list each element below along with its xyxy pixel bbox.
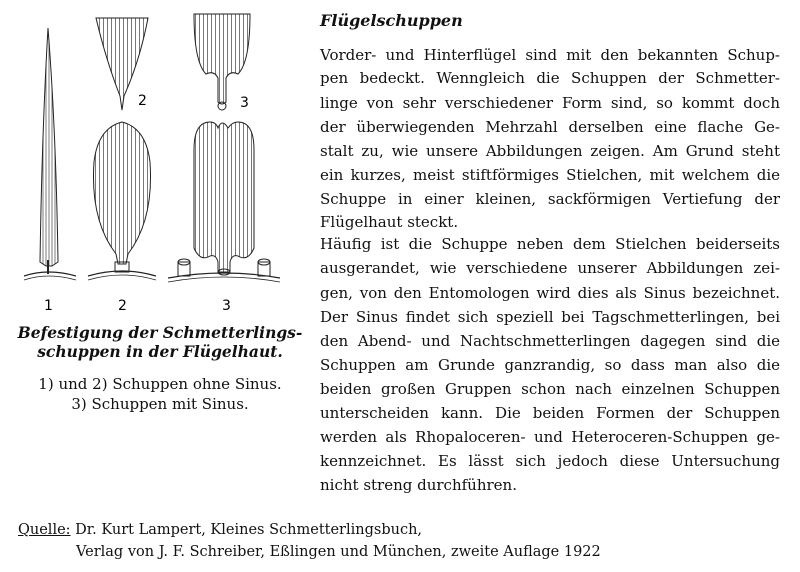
fig-label-3-bottom: 3 [222,298,231,314]
article-line-3: linge von sehr verschiedener Form sind, so kommt doch [320,94,780,112]
article-line-2: pen bedeckt. Wenngleich die Schuppen der Schmetter- [320,69,780,87]
article-line-17: werden als Rhopaloceren- und Heteroceren-Schuppen ge- [320,428,780,446]
article-line-4: der überwiegenden Mehrzahl derselben eine flache Ge- [320,118,780,136]
scale-3-bottom-drawing [168,122,280,282]
article-line-13: den Abend- und Nachtschmetterlingen dagegen sind die [320,332,780,350]
article-heading: Flügelschuppen [320,11,463,30]
article-line-9: Häufig ist die Schuppe neben dem Stielchen beiderseits [320,235,780,253]
fig-label-1: 1 [44,298,53,314]
article-line-11: gen, von den Entomologen wird dies als Sinus bezeichnet. [320,284,780,302]
caption-title-line-1: Befestigung der Schmetterlings- [17,323,303,342]
source-label: Quelle: [18,522,71,538]
article-line-16: unterscheiden kann. Die beiden Formen der Schuppen [320,404,780,422]
source-citation [18,520,422,540]
article-line-5: stalt zu, wie unsere Abbildungen zeigen. Am Grund steht [320,142,780,160]
scales-illustration [18,10,308,322]
article-line-7: Schuppe in einer kleinen, sackförmigen Vertiefung der [320,190,780,208]
article-line-18: kennzeichnet. Es lässt sich jedoch diese Untersuchung [320,452,780,470]
source-line-2: Verlag von J. F. Schreiber, Eßlingen und München, zweite Auflage 1922 [76,544,601,560]
article-line-12: Der Sinus findet sich speziell bei Tagschmetterlingen, bei [320,308,780,326]
caption-line-2: 3) Schuppen mit Sinus. [71,395,249,413]
source-line-1: Dr. Kurt Lampert, Kleines Schmetterlingsbuch, [70,522,423,538]
figure-caption-title [14,323,306,361]
article-line-1: Vorder- und Hinterflügel sind mit den bekannten Schup- [320,46,780,64]
article-line-8: Flügelhaut steckt. [320,213,459,231]
article-line-10: ausgerandet, wie verschiedene unserer Abbildungen zei- [320,259,780,277]
scale-2-bottom-drawing [88,122,156,280]
fig-label-2-top: 2 [138,93,147,109]
article-line-14: Schuppen am Grunde ganzrandig, so dass man also die [320,356,780,374]
caption-line-1: 1) und 2) Schuppen ohne Sinus. [38,375,282,393]
article-line-19: nicht streng durchführen. [320,476,517,494]
fig-label-2-bottom: 2 [118,298,127,314]
caption-title-line-2: schuppen in der Flügelhaut. [37,342,283,361]
scale-1-drawing [24,28,76,280]
fig-label-3-top: 3 [240,95,249,111]
article-line-15: beiden großen Gruppen schon nach einzelnen Schuppen [320,380,780,398]
article-line-6: ein kurzes, meist stiftförmiges Stielchen, mit welchem die [320,166,780,184]
